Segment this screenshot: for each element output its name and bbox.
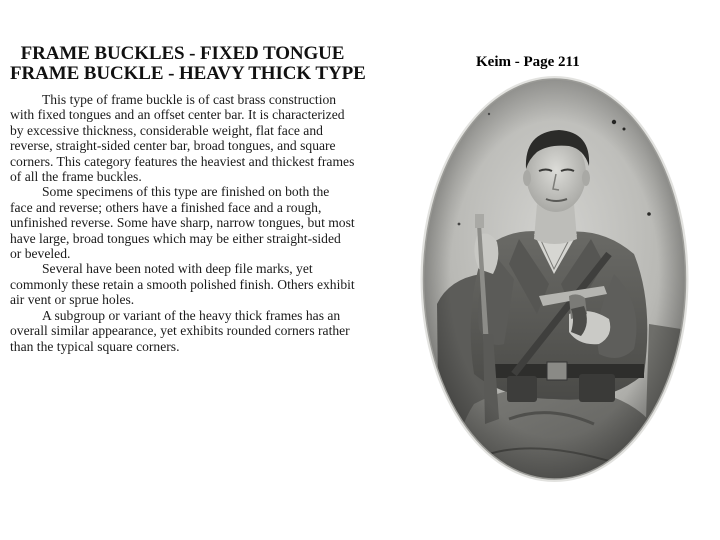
paragraph-1: This type of frame buckle is of cast brass construction with fixed tongues and an offset center bar. It is characterized by excessive thickness, considerable weight, flat face and reverse, straight-sided center bar, broad tongues, and square corners. This category features the heaviest and thickest frames of all the frame buckles. bbox=[10, 92, 355, 185]
article-column bbox=[10, 43, 366, 354]
paragraph-3: Several have been noted with deep file marks, yet commonly these retain a smooth polished finish. Others exhibit air vent or sprue holes. bbox=[10, 261, 355, 308]
article-body bbox=[10, 92, 355, 354]
page-reference: Keim - Page 211 bbox=[476, 54, 580, 70]
page-title-line-1: FRAME BUCKLES - FIXED TONGUE bbox=[20, 43, 345, 64]
page-title-line-2: FRAME BUCKLE - HEAVY THICK TYPE bbox=[10, 63, 366, 84]
soldier-portrait-photo bbox=[419, 74, 690, 484]
paragraph-4: A subgroup or variant of the heavy thick frames has an overall similar appearance, yet exhibits rounded corners rather than the typical square corners. bbox=[10, 307, 350, 354]
paragraph-2: Some specimens of this type are finished on both the face and reverse; others have a finished face and a rough, unfinished reverse. Some have sharp, narrow tongues, but most have large, broad tongues which may be either straight-sided or beveled. bbox=[10, 184, 355, 262]
